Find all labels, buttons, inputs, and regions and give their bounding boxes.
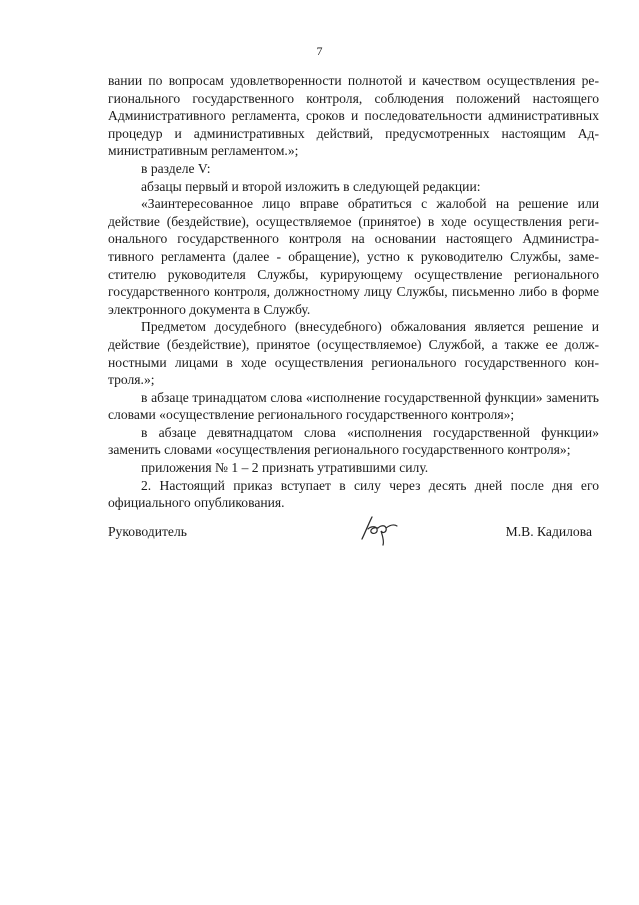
paragraph-appeal-subject: Предметом досудебного (внесудебного) обжалования является решение и действие (бездействие), принятое (осуществляемое) Службой, а также ее должностными лицами в ходе осуществления регионального государственного контроля.»; xyxy=(108,319,599,388)
paragraph-effective-date: 2. Настоящий приказ вступает в силу через десять дней после дня его официального опубликования. xyxy=(108,477,599,511)
paragraph-appendices-void: приложения № 1 – 2 признать утратившими силу. xyxy=(141,460,429,476)
page-number: 7 xyxy=(316,44,323,58)
paragraph-thirteenth-abzac: в абзаце тринадцатом слова «исполнение государственной функции» заменить словами «осуществление регионального государственного контроля»; xyxy=(108,389,599,423)
paragraph-complaint-right: «Заинтересованное лицо вправе обратиться с жалобой на решение или действие (бездействие), осуществляемое (принятое) в ходе осуществления регионального государственного контроля на основании настоящего Административного регламента (далее - обращение), устно к руководителю Службы, заместителю руководителя Службы, курирующему осуществление регионального государственного контроля, должностному лицу Службы, письменно либо в форме электронного документа в Службу. xyxy=(108,196,599,317)
document-body xyxy=(108,72,599,512)
paragraph-edit-instruction: абзацы первый и второй изложить в следующей редакции: xyxy=(141,178,481,194)
signatory-title: Руководитель xyxy=(108,524,187,539)
paragraph-section-v: в разделе V: xyxy=(141,160,211,176)
paragraph-continuation: вании по вопросам удовлетворенности полнотой и качеством осуществления регионального государственного контроля, соблюдения положений настоящего Административного регламента, сроков и последовательности административных процедур и административных действий, предусмотренных настоящим Административным регламентом.»; xyxy=(108,73,599,159)
signatory-name: М.В. Кадилова xyxy=(505,524,592,539)
paragraph-nineteenth-abzac: в абзаце девятнадцатом слова «исполнения государственной функции» заменить словами «осуществления регионального государственного контроля»; xyxy=(108,424,599,458)
signature-block xyxy=(108,512,592,552)
handwritten-signature xyxy=(356,512,402,546)
